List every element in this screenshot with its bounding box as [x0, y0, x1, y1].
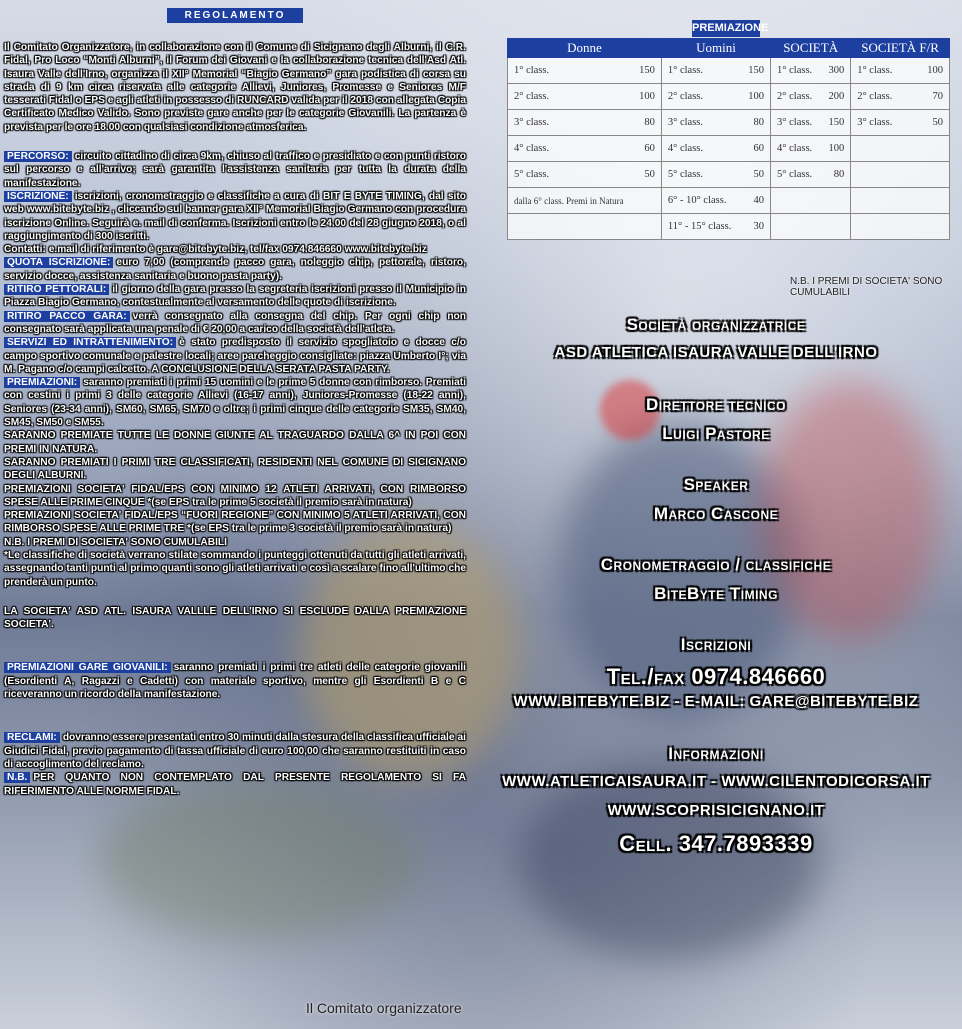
- prize-amount: 30: [753, 221, 765, 232]
- crono-label: Cronometraggio / classifiche: [600, 555, 832, 574]
- contatti-line: Contatti: e.mail di riferimento è gare@bitebyte.biz, tel/fax 0974.846660 www.bitebyte.biz: [4, 244, 427, 256]
- premiazione-title: PREMIAZIONE: [692, 20, 760, 37]
- nb-paragraph: N.B. PER QUANTO NON CONTEMPLATO DAL PRESENTE REGOLAMENTO SI FA RIFERIMENTO ALLE NORME FIDAL.: [4, 772, 466, 797]
- nb-label: N.B.: [4, 772, 30, 783]
- prize-position: 3° class.: [667, 117, 704, 128]
- prize-cell: [508, 110, 662, 136]
- ritiro-pettorali-paragraph: RITIRO PETTORALI: il giorno della gara presso la segreteria iscrizioni presso il Municipio in Piazza Biagio Germano, contestualmente al versamento delle quote di iscrizione.: [4, 284, 466, 309]
- prize-row: [508, 58, 950, 84]
- prize-row: [508, 188, 950, 214]
- prize-amount: 100: [927, 65, 943, 76]
- premiazioni-paragraph: PREMIAZIONI: saranno premiati i primi 15 uomini e le prime 5 donne con rimborso. Premiati con cestini i primi 3 delle categorie Allievi (16-17 anni), Juniores-Promesse (18-22 anni), Seniores (23-34 anni), SM60, SM65, SM70 e oltre; i primi cinque delle categorie SM35, SM40, SM45, SM50 e SM55.: [4, 377, 466, 429]
- prize-amount: 60: [644, 143, 655, 154]
- prize-position: 3° class.: [777, 117, 813, 128]
- prize-position: 1° class.: [667, 65, 704, 76]
- prem-line: SARANNO PREMIATE TUTTE LE DONNE GIUNTE AL TRAGUARDO DALLA 6^ IN POI CON PREMI IN NATURA.: [4, 430, 466, 455]
- header-donne: Donne: [508, 39, 662, 58]
- prize-position: 5° class.: [777, 169, 813, 180]
- prize-position: 5° class.: [514, 169, 550, 180]
- prize-amount: 200: [828, 91, 845, 102]
- prize-cell: [771, 162, 851, 188]
- prize-amount: 60: [753, 143, 765, 154]
- org-name: ASD ATLETICA ISAURA VALLE DELL'IRNO: [554, 344, 878, 361]
- prize-cell: [508, 136, 662, 162]
- prize-amount: 100: [639, 91, 655, 102]
- speaker-label: Speaker: [683, 475, 749, 494]
- prize-row: [508, 110, 950, 136]
- crono-name: BiteByte Timing: [654, 584, 778, 603]
- prize-cell: [508, 188, 662, 214]
- prize-position: 4° class.: [777, 143, 813, 154]
- prem-line: PREMIAZIONI SOCIETA' FIDAL/EPS CON MINIMO 12 ATLETI ARRIVATI, CON RIMBORSO SPESE ALLE PRIME CINQUE *(se EPS tra le prime 5 società il premio sarà in natura): [4, 483, 466, 508]
- prize-cell: [851, 162, 950, 188]
- info-web-1: WWW.ATLETICAISAURA.IT - WWW.CILENTODICORSA.IT: [502, 773, 930, 790]
- intro-paragraph: Il Comitato Organizzatore, in collaborazione con il Comune di Sicignano degli Alburni, il C.R. Fidal, Pro Loco “Monti Alburni”, il Forum dei Giovani e la collaborazione tecnica dell'Asd Atl. Isaura Valle dell'Irno, organizza il XII° Memorial “Biagio Germano” gara podistica di corsa su strada di 9 km circa riservata alle categorie Allievi, Juniores, Promesse e Seniores M/F tesserati Fidal o EPS e agli atleti in possesso di RUNCARD valida per il 2018 con allegata Copia Certificato Medico Valido. Sono previste gare anche per le categorie Giovanili. La partenza è prevista per le ore 18.00 con qualsiasi condizione atmosferica.: [4, 42, 466, 133]
- quota-label: QUOTA ISCRIZIONE:: [4, 257, 113, 268]
- prem-line: PREMIAZIONI SOCIETA' FIDAL/EPS “FUORI REGIONE” CON MINIMO 5 ATLETI ARRIVATI, CON RIMBORSO SPESE ALLE PRIME TRE *(se EPS tra le prime 3 società il premio sarà in natura): [4, 510, 466, 535]
- prize-cell: [661, 110, 770, 136]
- prize-amount: 150: [828, 117, 845, 128]
- prize-amount: 70: [932, 91, 943, 102]
- prize-amount: 40: [753, 195, 765, 206]
- prize-position: 2° class.: [857, 91, 893, 102]
- prize-position: 4° class.: [667, 143, 704, 154]
- prize-cell: [851, 110, 950, 136]
- header-uomini: Uomini: [661, 39, 770, 58]
- prize-amount: 100: [748, 91, 765, 102]
- ritiro-pacco-label: RITIRO PACCO GARA:: [4, 311, 130, 322]
- prize-position: 11° - 15° class.: [667, 221, 732, 232]
- percorso-paragraph: PERCORSO: circuito cittadino di circa 9km, chiuso al traffico e presidiato e con punti ristoro sul percorso e all'arrivo; sarà garantita l'assistenza sanitaria per tutta la durata della manifestazione.: [4, 151, 466, 189]
- director-label: Direttore tecnico: [646, 395, 786, 414]
- servizi-paragraph: SERVIZI ED INTRATTENIMENTO: è stato predisposto il servizio spogliatoio e docce c/o campo sportivo comunale e palestre locali; aree parcheggio consigliate: piazza Umberto I°; via M. Pagano c/o campi calcetto. A CONCLUSIONE DELLA SERATA PASTA PARTY.: [4, 337, 466, 375]
- prize-cell: [661, 188, 770, 214]
- prize-row: [508, 84, 950, 110]
- prize-cell: [771, 136, 851, 162]
- quota-paragraph: QUOTA ISCRIZIONE: euro 7,00 (comprende pacco gara, noleggio chip, pettorale, ristoro, servizio docce, assistenza sanitaria e buono pasta party).: [4, 257, 466, 282]
- regolamento-title: REGOLAMENTO: [167, 8, 303, 23]
- prize-row: [508, 136, 950, 162]
- ritiro-pettorali-label: RITIRO PETTORALI:: [4, 284, 109, 295]
- prize-cell: [851, 84, 950, 110]
- iscrizione-label: ISCRIZIONE:: [4, 191, 72, 202]
- prize-cell: [508, 162, 662, 188]
- prize-position: 2° class.: [667, 91, 704, 102]
- prize-cell: [771, 84, 851, 110]
- prize-amount: 50: [644, 169, 655, 180]
- header-societa-fr: SOCIETÀ F/R: [851, 39, 950, 58]
- prize-table: [507, 38, 950, 240]
- giovanili-paragraph: PREMIAZIONI GARE GIOVANILI: saranno premiati i primi tre atleti delle categorie giovanili (Esordienti A, Ragazzi e Cadetti) con materiale sportivo, mentre gli Esordienti B e C riceveranno un ricordo della manifestazione.: [4, 662, 467, 701]
- prize-position: 2° class.: [777, 91, 813, 102]
- prize-amount: 50: [932, 117, 943, 128]
- prize-cell: [851, 58, 950, 84]
- prize-amount: 80: [753, 117, 765, 128]
- prize-cell: [661, 214, 770, 240]
- header-societa: SOCIETÀ: [771, 39, 851, 58]
- regolamento-section: [4, 8, 466, 798]
- prize-cell: [661, 136, 770, 162]
- prem-line: N.B. I PREMI DI SOCIETA' SONO CUMULABILI: [4, 536, 227, 548]
- prize-cell: [508, 58, 662, 84]
- prize-amount: 150: [639, 65, 655, 76]
- prize-position: 6° - 10° class.: [667, 195, 727, 206]
- prize-position: 4° class.: [514, 143, 550, 154]
- prize-amount: 300: [828, 65, 845, 76]
- prize-position: dalla 6° class. Premi in Natura: [514, 195, 624, 206]
- signature: Il Comitato organizzatore: [306, 1000, 462, 1016]
- esclusione-line: LA SOCIETA' ASD ATL. ISAURA VALLLE DELL'IRNO SI ESCLUDE DALLA PREMIAZIONE SOCIETA'.: [4, 605, 466, 631]
- info-label: Informazioni: [668, 744, 764, 763]
- iscrizioni-label: Iscrizioni: [680, 635, 752, 654]
- prize-amount: 50: [753, 169, 765, 180]
- prem-line: *Le classifiche di società verrano stilate sommando i punteggi ottenuti da tutti gli atleti arrivati, assegnando tanti punti al primo quanti sono gli atleti arrivati e così a scalare fino all'ultimo che prenderà un punto.: [4, 549, 466, 588]
- photo-background: [100, 780, 420, 940]
- prize-cell: [851, 214, 950, 240]
- prize-cell: [771, 58, 851, 84]
- prize-cell: [661, 162, 770, 188]
- prize-position: 3° class.: [857, 117, 893, 128]
- prize-cell: [661, 58, 770, 84]
- percorso-label: PERCORSO:: [4, 151, 72, 162]
- reclami-paragraph: RECLAMI: dovranno essere presentati entro 30 minuti dalla stesura della classifica ufficiale ai Giudici Fidal, previo pagamento di tassa ufficiale di euro 100,00 che saranno restituiti in caso di accoglimento del reclamo.: [4, 732, 466, 770]
- prize-amount: 150: [748, 65, 765, 76]
- ritiro-pacco-paragraph: RITIRO PACCO GARA: verrà consegnato alla consegna del chip. Per ogni chip non consegnato sarà applicata una penale di € 20,00 a carico della società dell'atleta.: [4, 310, 466, 335]
- info-cell: Cell. 347.7893339: [619, 831, 813, 856]
- prize-position: 1° class.: [514, 65, 550, 76]
- iscrizione-paragraph: ISCRIZIONE: iscrizioni, cronometraggio e classifiche a cura di BIT E BYTE TIMING, dal sito web www.bitebyte.biz , cliccando sul banner gara XII° Memorial Biagio Germano con procedura iscrizione Online. Seguirà e. mail di conferma. Iscrizioni entro le 24.00 del 28 giugno 2018, o al raggiungimento di 300 iscritti.: [4, 190, 466, 242]
- prize-position: 1° class.: [777, 65, 813, 76]
- reclami-label: RECLAMI:: [4, 732, 60, 743]
- prize-cell: [771, 110, 851, 136]
- prize-position: 3° class.: [514, 117, 550, 128]
- servizi-label: SERVIZI ED INTRATTENIMENTO:: [4, 337, 176, 348]
- prem-line: SARANNO PREMIATI I PRIMI TRE CLASSIFICATI, RESIDENTI NEL COMUNE DI SICIGNANO DEGLI ALBURNI.: [4, 456, 466, 482]
- org-label: Società organizzatrice: [626, 315, 806, 334]
- prize-cell: [851, 136, 950, 162]
- giovanili-label: PREMIAZIONI GARE GIOVANILI:: [4, 662, 171, 673]
- prize-cell: [508, 214, 662, 240]
- director-name: Luigi Pastore: [662, 424, 770, 443]
- prize-cell: [771, 214, 851, 240]
- prize-position: 5° class.: [667, 169, 704, 180]
- prize-amount: 100: [828, 143, 845, 154]
- prize-cell: [771, 188, 851, 214]
- prize-row: [508, 162, 950, 188]
- prize-position: 1° class.: [857, 65, 893, 76]
- prize-amount: 80: [644, 117, 655, 128]
- premi-note: N.B. I PREMI DI SOCIETA' SONO CUMULABILI: [790, 276, 943, 298]
- prize-cell: [508, 84, 662, 110]
- prize-row: [508, 214, 950, 240]
- prize-amount: 80: [833, 169, 845, 180]
- info-section: [470, 315, 962, 860]
- prize-cell: [851, 188, 950, 214]
- speaker-name: Marco Cascone: [653, 504, 779, 523]
- info-web-2: WWW.SCOPRISICIGNANO.IT: [607, 802, 825, 819]
- iscrizioni-tel: Tel./fax 0974.846660: [606, 664, 826, 689]
- prize-cell: [661, 84, 770, 110]
- prize-position: 2° class.: [514, 91, 550, 102]
- premiazioni-label: PREMIAZIONI:: [4, 377, 80, 388]
- iscrizioni-web: WWW.BITEBYTE.BIZ - E-MAIL: GARE@BITEBYTE.BIZ: [513, 693, 919, 710]
